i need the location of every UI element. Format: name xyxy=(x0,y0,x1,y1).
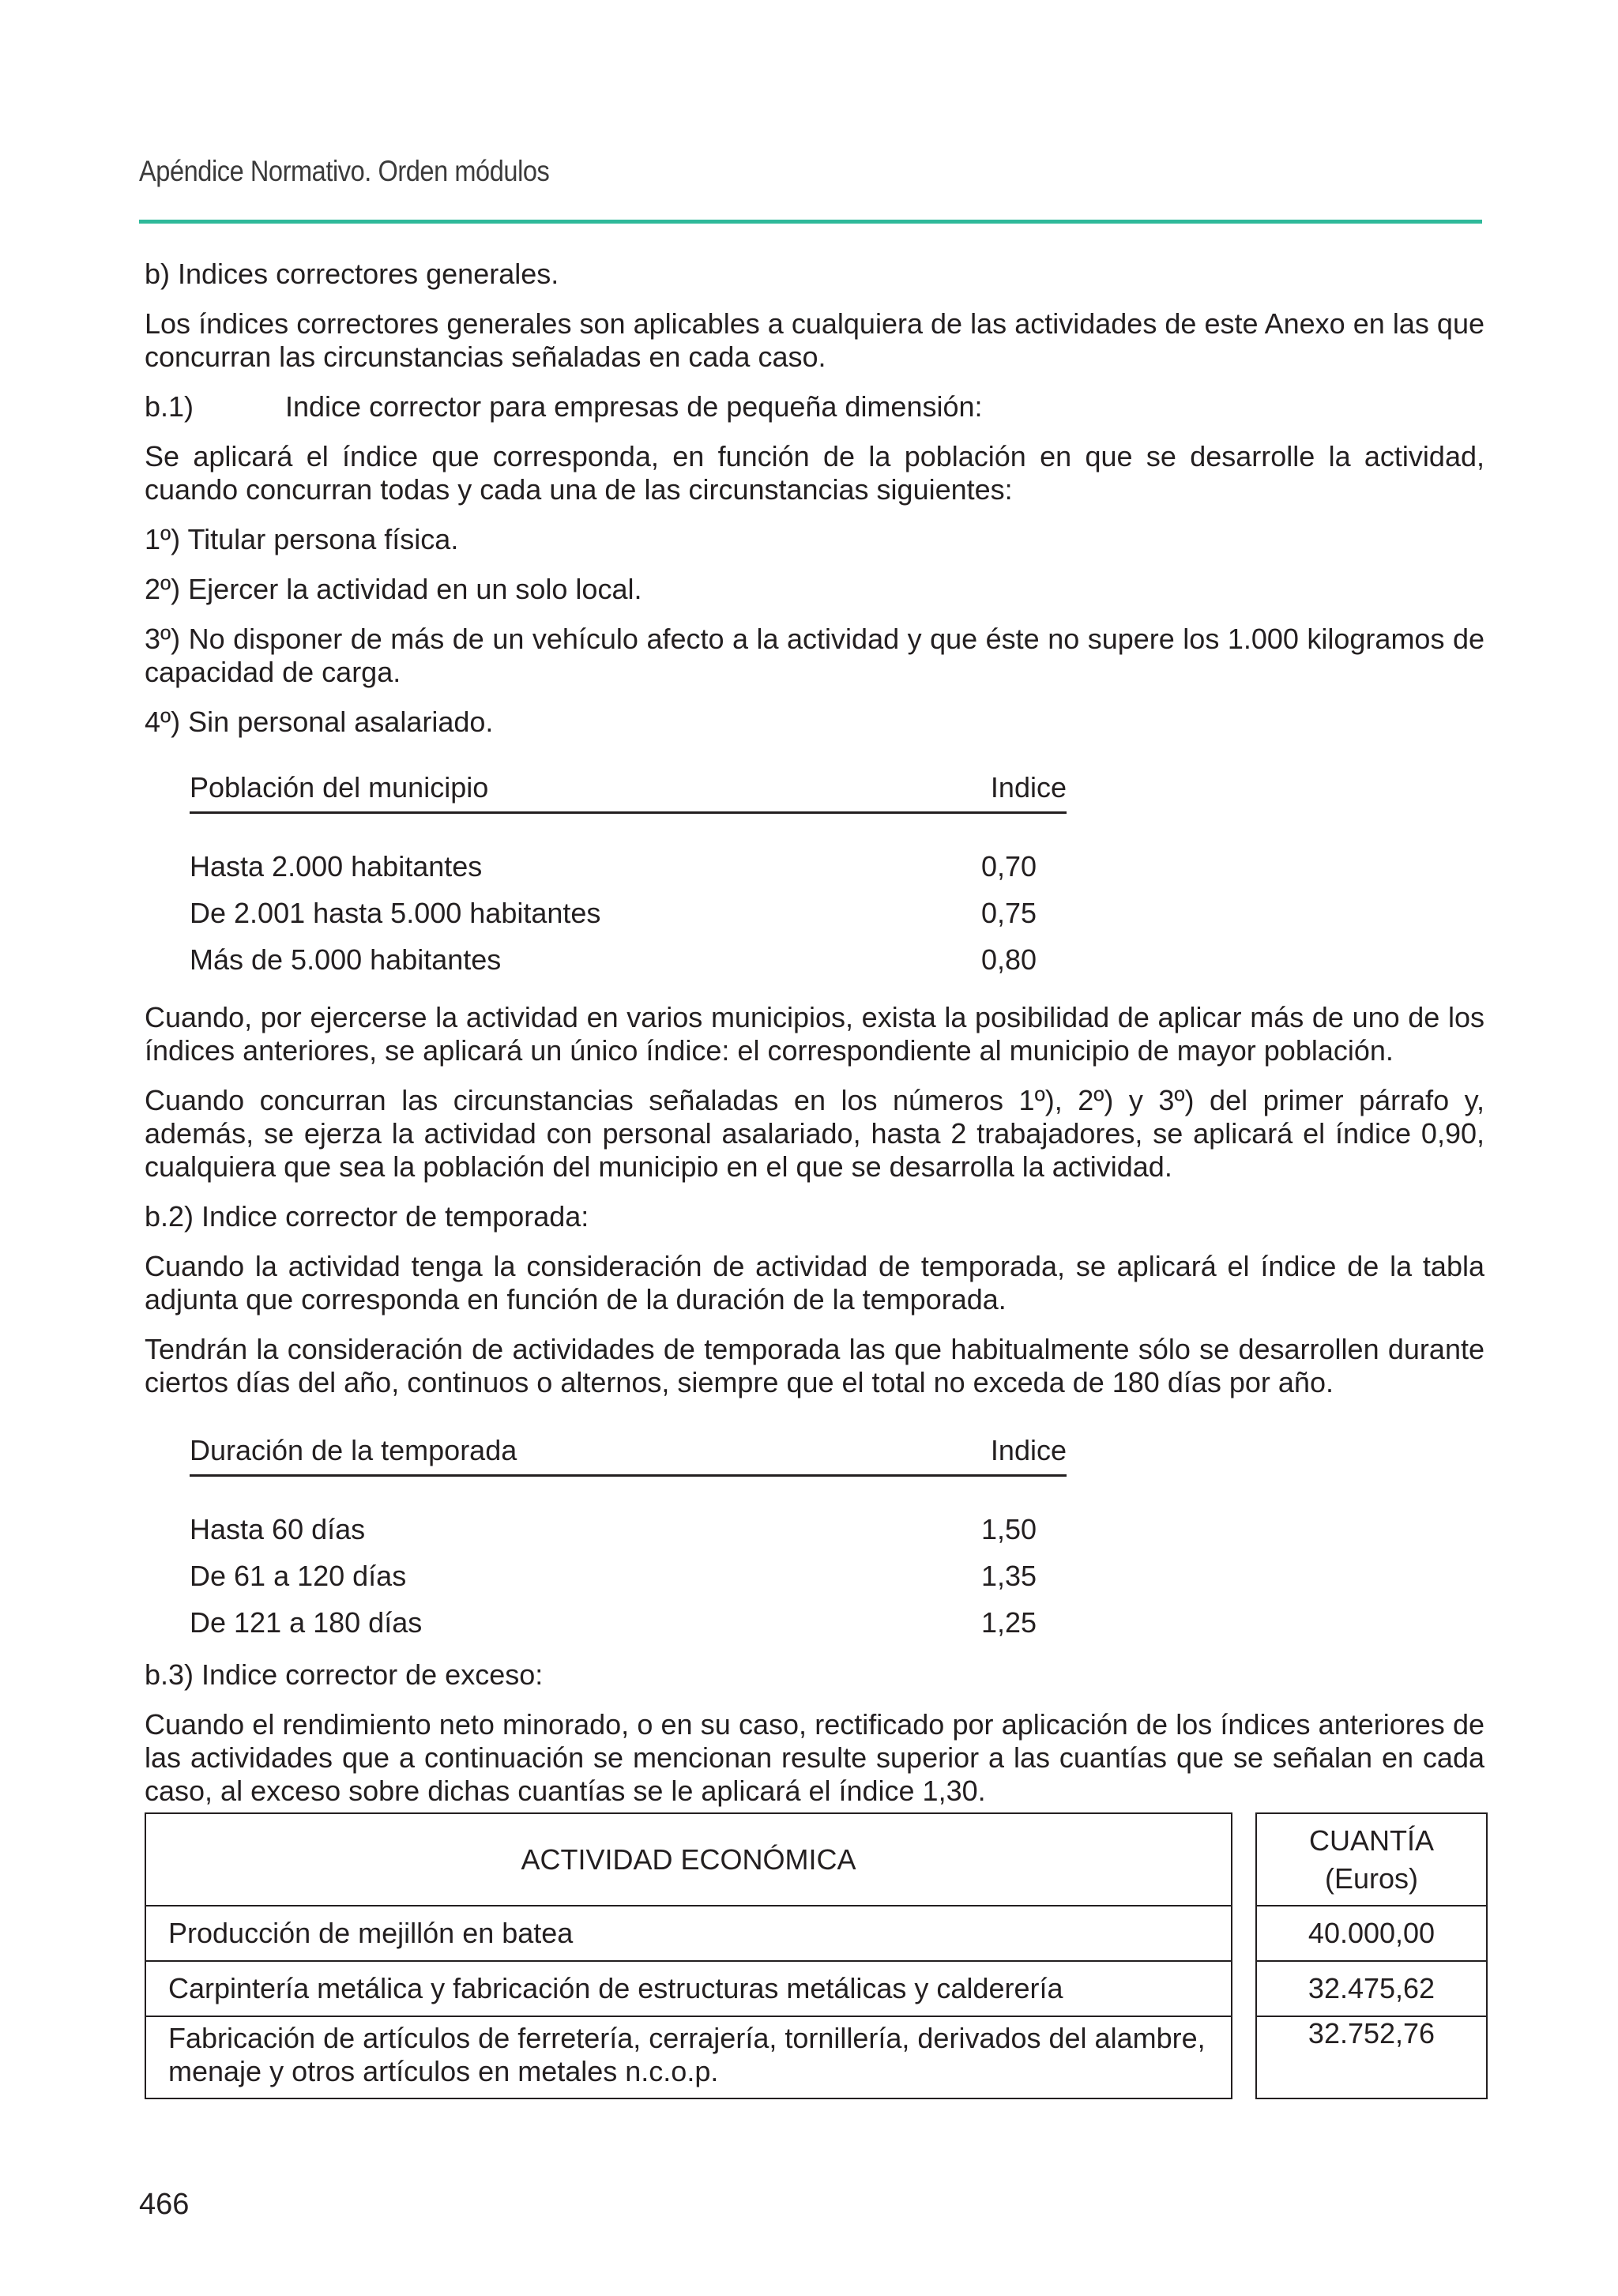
season-index-table xyxy=(190,1434,1067,1646)
table-row xyxy=(190,843,1067,890)
b1-after-paragraph-1: Cuando, por ejercerse la actividad en varios municipios, exista la posibilidad de aplicar más de uno de los índices anteriores, se aplicará un único índice: el correspondiente al municipio de mayor población. xyxy=(145,1001,1484,1067)
condition-2: 2º) Ejercer la actividad en un solo local. xyxy=(145,573,642,605)
page-content xyxy=(145,258,1484,2099)
season-table-header xyxy=(190,1434,1067,1477)
row-label: Hasta 2.000 habitantes xyxy=(190,849,483,883)
b3-heading: b.3) Indice corrector de exceso: xyxy=(145,1658,544,1691)
b3-paragraph: Cuando el rendimiento neto minorado, o en su caso, rectificado por aplicación de los índices anteriores de las actividades que a continuación se mencionan resulte superior a las cuantías que se señalan en cada caso, al exceso sobre dichas cuantías se le aplicará el índice 1,30. xyxy=(145,1708,1484,1807)
table-row xyxy=(190,1553,1067,1599)
section-intro: Los índices correctores generales son aplicables a cualquiera de las actividades de este Anexo en las que concurran las circunstancias señaladas en cada caso. xyxy=(145,307,1484,373)
row-value: 0,75 xyxy=(981,896,1037,929)
section-heading: b) Indices correctores generales. xyxy=(145,258,559,290)
amount-column xyxy=(1255,1812,1488,2099)
row-value: 0,70 xyxy=(981,849,1037,883)
page-number: 466 xyxy=(139,2188,190,2221)
table-row xyxy=(190,1599,1067,1646)
activity-cell: Fabricación de artículos de ferretería, cerrajería, tornillería, derivados del alambre, menaje y otros artículos en metales n.c.o.p. xyxy=(168,2022,1206,2087)
amount-header-line-2: (Euros) xyxy=(1324,1861,1419,1895)
amount-cell: 32.752,76 xyxy=(1308,2017,1436,2049)
amount-cell: 32.475,62 xyxy=(1257,1962,1486,2017)
row-value: 0,80 xyxy=(981,943,1037,976)
table-row xyxy=(190,936,1067,983)
amount-cell: 40.000,00 xyxy=(1257,1906,1486,1962)
row-label: De 2.001 hasta 5.000 habitantes xyxy=(190,896,601,929)
table-row xyxy=(190,1506,1067,1553)
row-label: De 61 a 120 días xyxy=(190,1559,407,1592)
condition-1: 1º) Titular persona física. xyxy=(145,523,459,555)
b1-intro: Se aplicará el índice que corresponda, en función de la población en que se desarrolle la actividad, cuando concurran todas y cada una de las circunstancias siguientes: xyxy=(145,440,1484,506)
running-header: Apéndice Normativo. Orden módulos xyxy=(139,155,550,187)
population-table-header xyxy=(190,771,1067,814)
season-col-header: Duración de la temporada xyxy=(190,1434,517,1466)
index-col-header: Indice xyxy=(990,771,1067,804)
amount-col-header xyxy=(1257,1814,1486,1906)
b2-heading: b.2) Indice corrector de temporada: xyxy=(145,1200,589,1233)
table-row xyxy=(190,890,1067,936)
row-value: 1,50 xyxy=(981,1512,1037,1545)
b1-number: b.1) xyxy=(145,390,194,423)
row-label: De 121 a 180 días xyxy=(190,1605,423,1639)
activity-cell: Producción de mejillón en batea xyxy=(146,1906,1231,1962)
index-col-header: Indice xyxy=(990,1434,1067,1466)
b2-paragraph-1: Cuando la actividad tenga la consideración de actividad de temporada, se aplicará el índice de la tabla adjunta que corresponda en función de la duración de la temporada. xyxy=(145,1250,1484,1315)
b1-after-paragraph-2: Cuando concurran las circunstancias señaladas en los números 1º), 2º) y 3º) del primer párrafo y, además, se ejerza la actividad con personal asalariado, hasta 2 trabajadores, se aplicará el índice 0,90, cualquiera que sea la población del municipio en el que se desarrolla la actividad. xyxy=(145,1084,1484,1183)
amount-header-line-1: CUANTÍA xyxy=(1308,1824,1434,1857)
row-value: 1,25 xyxy=(981,1605,1037,1639)
b1-title: Indice corrector para empresas de pequeña dimensión: xyxy=(285,390,983,423)
row-label: Más de 5.000 habitantes xyxy=(190,943,502,976)
row-label: Hasta 60 días xyxy=(190,1512,366,1545)
excess-table xyxy=(145,1812,1488,2099)
row-value: 1,35 xyxy=(981,1559,1037,1592)
population-col-header: Población del municipio xyxy=(190,771,489,804)
condition-4: 4º) Sin personal asalariado. xyxy=(145,706,494,738)
header-rule xyxy=(139,220,1482,224)
activity-column xyxy=(145,1812,1232,2099)
population-index-table xyxy=(190,771,1067,983)
activity-cell: Carpintería metálica y fabricación de estructuras metálicas y calderería xyxy=(146,1962,1231,2017)
activity-col-header: ACTIVIDAD ECONÓMICA xyxy=(146,1814,1231,1906)
b2-paragraph-2: Tendrán la consideración de actividades de temporada las que habitualmente sólo se desarrollen durante ciertos días del año, continuos o alternos, siempre que el total no exceda de 180 días por año. xyxy=(145,1333,1484,1398)
condition-3: 3º) No disponer de más de un vehículo afecto a la actividad y que éste no supere los 1.000 kilogramos de capacidad de carga. xyxy=(145,623,1484,688)
b1-heading xyxy=(145,390,1484,423)
